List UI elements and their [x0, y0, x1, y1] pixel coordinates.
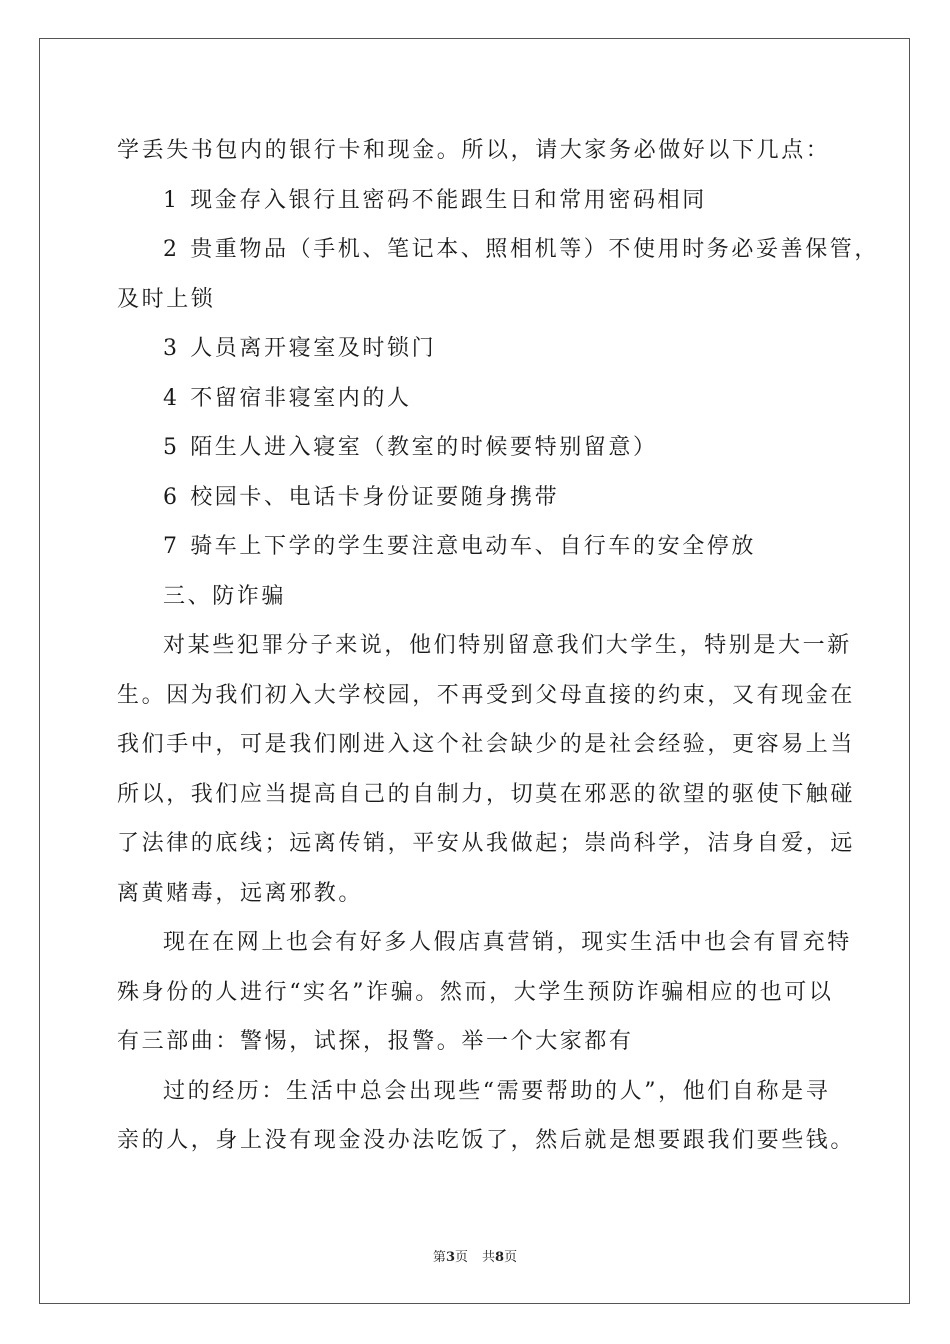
- paragraph-line: 所以，我们应当提高自己的自制力，切莫在邪恶的欲望的驱使下触碰: [117, 781, 856, 807]
- paragraph-line: 了法律的底线；远离传销，平安从我做起；崇尚科学，洁身自爱，远: [117, 831, 856, 856]
- list-item-cash: 1 现金存入银行且密码不能跟生日和常用密码相同: [163, 187, 707, 213]
- paragraph-line: 亲的人，身上没有现金没办法吃饭了，然后就是想要跟我们要些钱。: [117, 1128, 856, 1153]
- text-line: 及时上锁: [117, 286, 216, 312]
- list-item-cards: 6 校园卡、电话卡身份证要随身携带: [163, 484, 560, 510]
- list-item-parking: 7 骑车上下学的学生要注意电动车、自行车的安全停放: [163, 534, 756, 559]
- page-footer: [0, 1246, 950, 1265]
- document-body: [117, 126, 879, 1166]
- paragraph-line: 离黄赌毒，远离邪教。: [117, 880, 364, 906]
- footer-page-word: 页: [454, 1250, 468, 1265]
- paragraph-line: 过的经历：生活中总会出现些“需要帮助的人”，他们自称是寻: [163, 1078, 831, 1104]
- current-page-number: 3: [445, 1250, 455, 1265]
- total-page-number: 8: [495, 1250, 505, 1265]
- footer-prefix: 第: [432, 1250, 446, 1265]
- footer-total-suffix: 页: [504, 1250, 518, 1265]
- text-line: 学丢失书包内的银行卡和现金。所以，请大家务必做好以下几点：: [117, 138, 831, 163]
- footer-total-prefix: 共: [482, 1250, 496, 1265]
- list-item-strangers: 5 陌生人进入寝室（教室的时候要特别留意）: [163, 435, 658, 460]
- list-item-no-guests: 4 不留宿非寝室内的人: [163, 385, 412, 411]
- paragraph-line: 殊身份的人进行“实名”诈骗。然而，大学生预防诈骗相应的也可以: [117, 979, 834, 1005]
- paragraph-line: 现在在网上也会有好多人假店真营销，现实生活中也会有冒充特: [163, 930, 852, 955]
- paragraph-line: 对某些犯罪分子来说，他们特别留意我们大学生，特别是大一新: [163, 633, 852, 658]
- paragraph-line: 我们手中，可是我们刚进入这个社会缺少的是社会经验，更容易上当: [117, 732, 856, 757]
- list-item-valuables: 2 贵重物品（手机、笔记本、照相机等）不使用时务必妥善保管，: [163, 237, 879, 262]
- paragraph-line: 有三部曲：警惕，试探，报警。举一个大家都有: [117, 1029, 634, 1054]
- list-item-lock-door: 3 人员离开寝室及时锁门: [163, 336, 437, 361]
- section-heading: 三、防诈骗: [163, 583, 287, 609]
- paragraph-line: 生。因为我们初入大学校园，不再受到父母直接的约束，又有现金在: [117, 682, 856, 708]
